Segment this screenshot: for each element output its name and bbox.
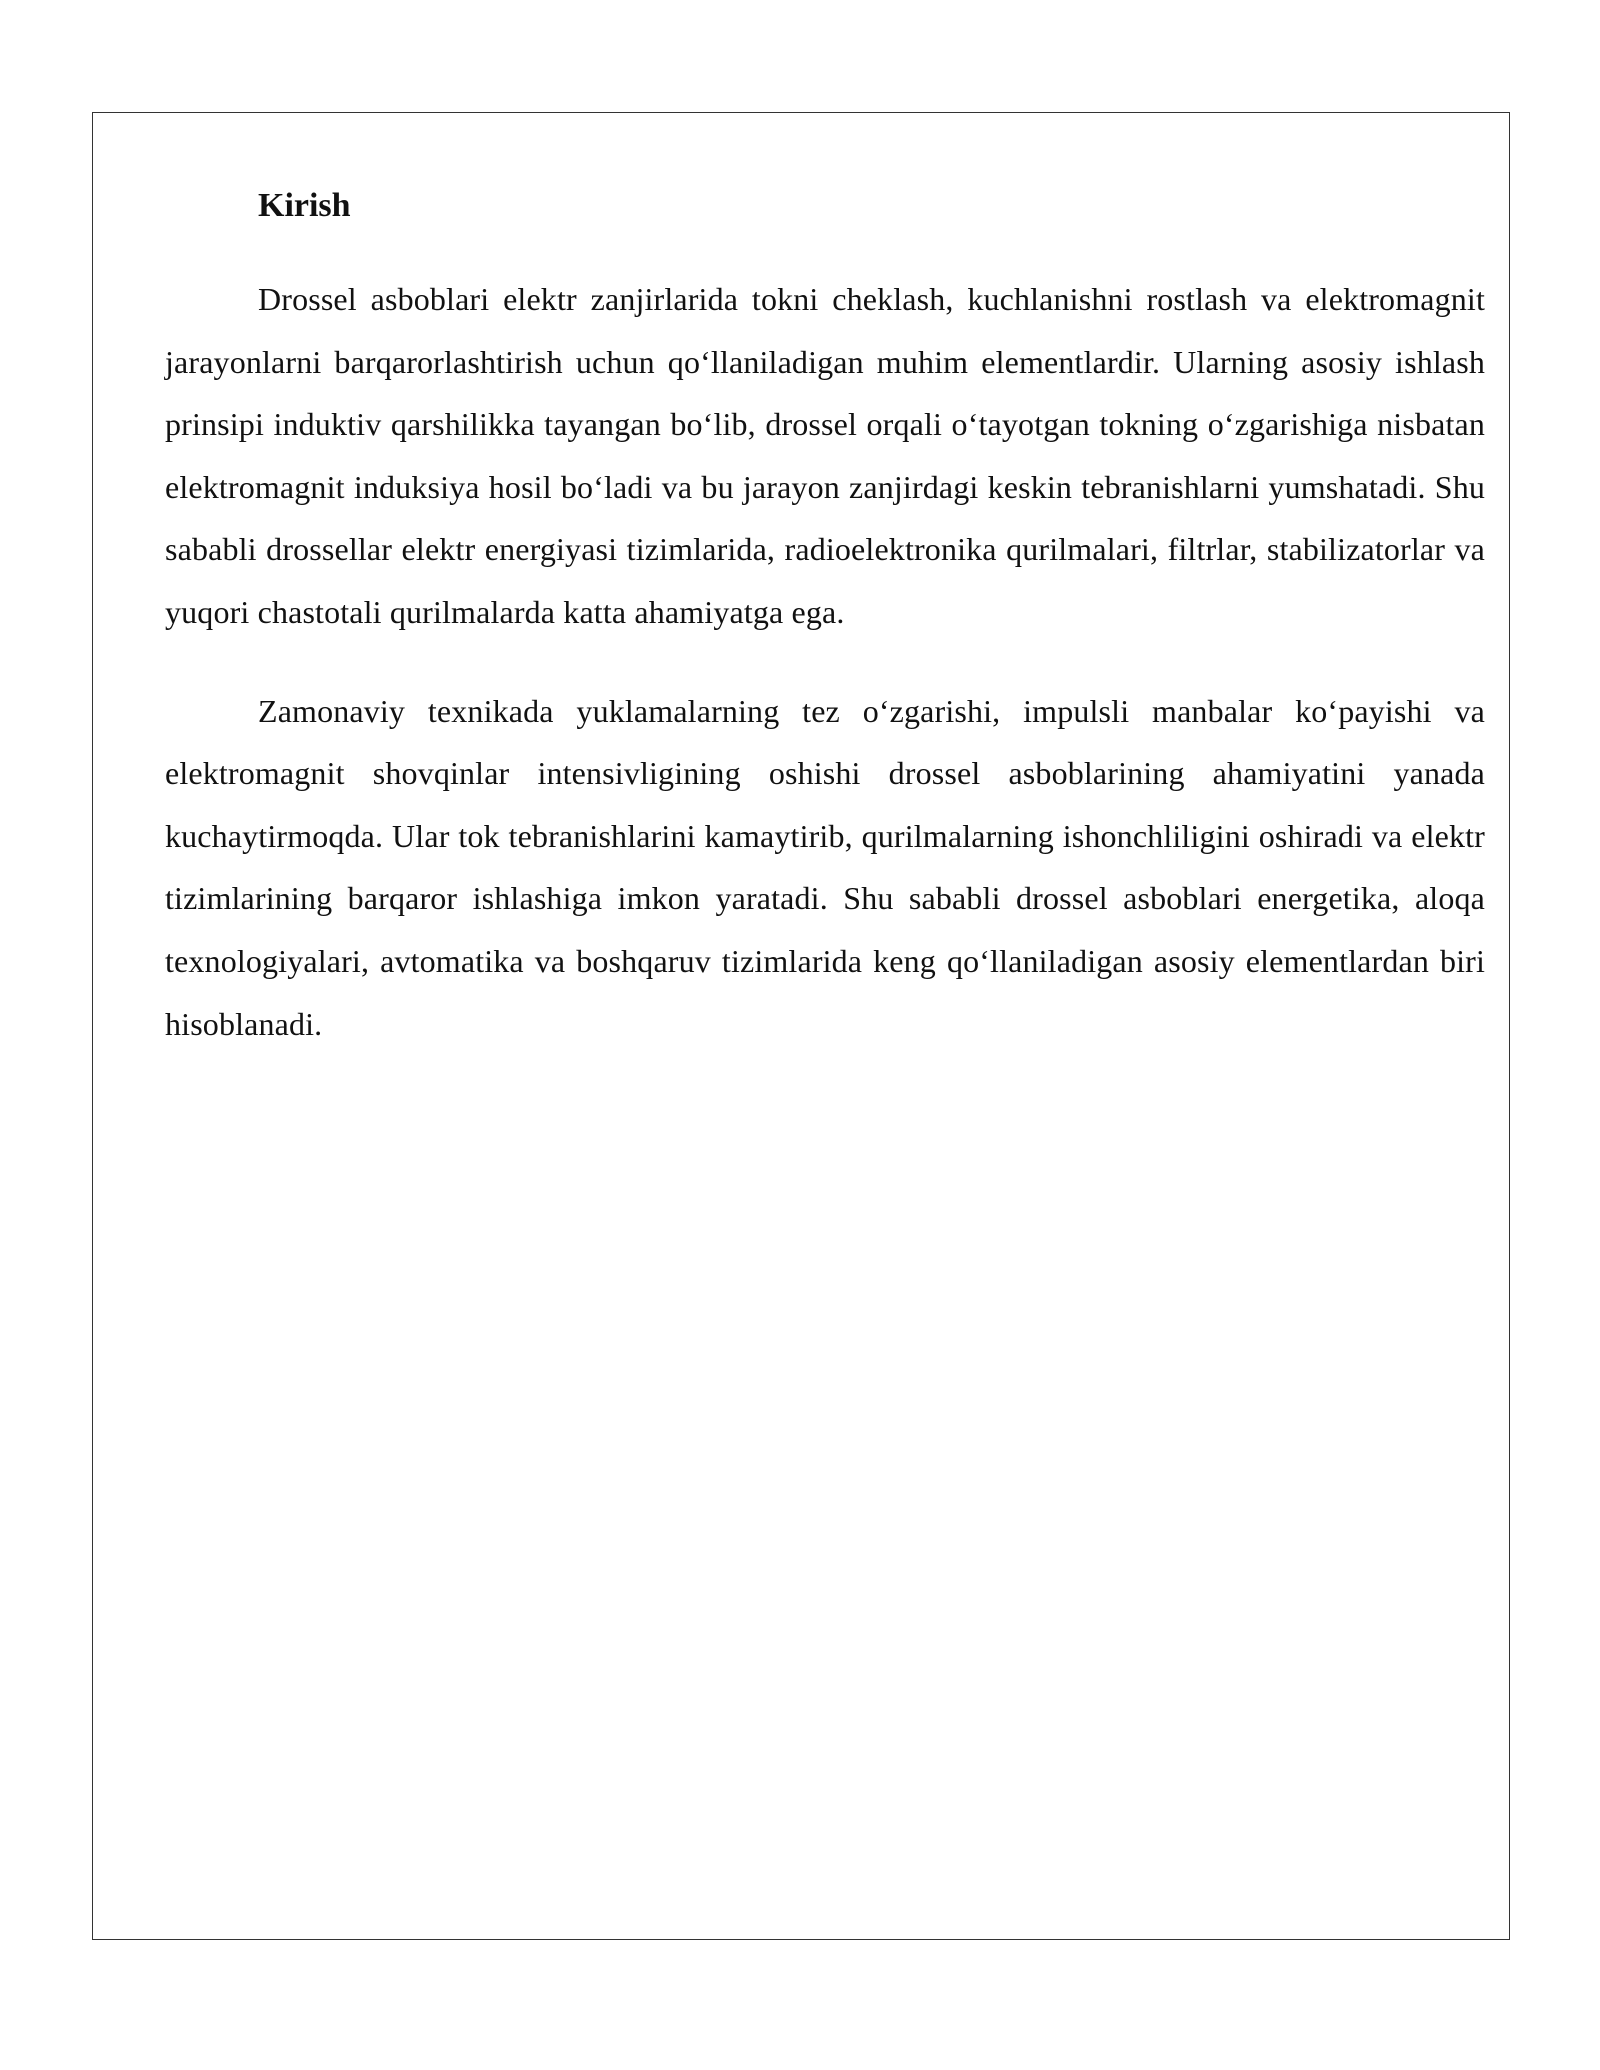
paragraph-2: Zamonaviy texnikada yuklamalarning tez o‘zgarishi, impulsli manbalar ko‘payishi va elektromagnit shovqinlar intensivligining oshishi drossel asboblarining ahamiyatini yanada kuchaytirmoqda. Ular tok tebranishlarini kamaytirib, qurilmalarning ishonchliligini oshiradi va elektr tizimlarining barqaror ishlashiga imkon yaratadi. Shu sababli drossel asboblari energetika, aloqa texnologiyalari, avtomatika va boshqaruv tizimlarida keng qo‘llaniladigan asosiy elementlardan biri hisoblanadi. <box>165 692 1485 1042</box>
paragraph-1: Drossel asboblari elektr zanjirlarida tokni cheklash, kuchlanishni rostlash va elektromagnit jarayonlarni barqarorlashtirish uchun qo‘llaniladigan muhim elementlardir. Ularning asosiy ishlash prinsipi induktiv qarshilikka tayangan bo‘lib, drossel orqali o‘tayotgan tokning o‘zgarishiga nisbatan elektromagnit induksiya hosil bo‘ladi va bu jarayon zanjirdagi keskin tebranishlarni yumshatadi. Shu sababli drossellar elektr energiyasi tizimlarida, radioelektronika qurilmalari, filtrlar, stabilizatorlar va yuqori chastotali qurilmalarda katta ahamiyatga ega. <box>165 281 1485 630</box>
section-heading: Kirish <box>258 187 351 224</box>
document-body <box>165 180 1485 1091</box>
